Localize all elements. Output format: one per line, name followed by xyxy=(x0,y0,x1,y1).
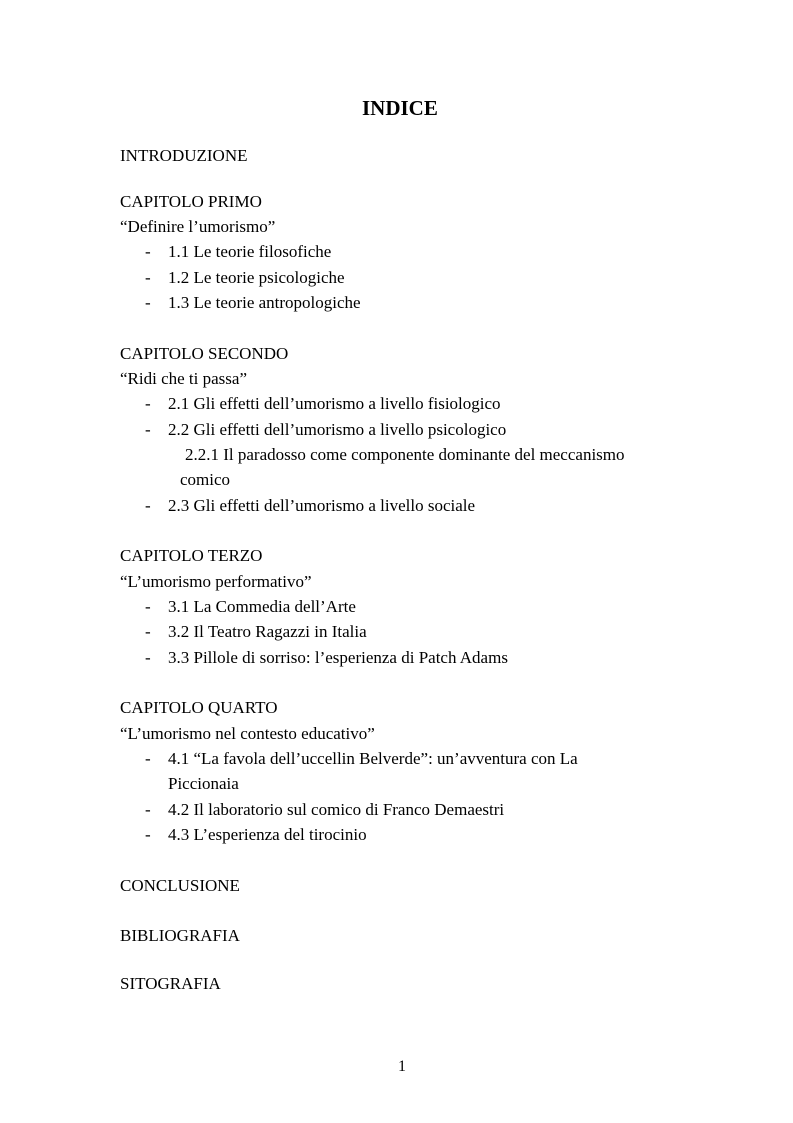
toc-item-3-2: 3.2 Il Teatro Ragazzi in Italia xyxy=(168,622,367,641)
chapter-2-heading: CAPITOLO SECONDO xyxy=(120,344,289,363)
page-title: INDICE xyxy=(362,96,438,120)
toc-conclusione: CONCLUSIONE xyxy=(120,876,240,895)
chapter-3-heading: CAPITOLO TERZO xyxy=(120,546,263,565)
list-dash: - xyxy=(145,268,151,287)
list-dash: - xyxy=(145,496,151,515)
toc-bibliografia: BIBLIOGRAFIA xyxy=(120,926,240,945)
list-dash: - xyxy=(145,242,151,261)
list-dash: - xyxy=(145,394,151,413)
list-dash: - xyxy=(145,420,151,439)
toc-sitografia: SITOGRAFIA xyxy=(120,974,221,993)
chapter-4-subtitle: “L’umorismo nel contesto educativo” xyxy=(120,724,375,743)
toc-introduzione: INTRODUZIONE xyxy=(120,146,248,165)
list-dash: - xyxy=(145,749,151,768)
list-dash: - xyxy=(145,622,151,641)
list-dash: - xyxy=(145,648,151,667)
toc-item-4-1-cont: Piccionaia xyxy=(168,774,239,793)
toc-item-1-1: 1.1 Le teorie filosofiche xyxy=(168,242,332,261)
list-dash: - xyxy=(145,825,151,844)
toc-item-2-3: 2.3 Gli effetti dell’umorismo a livello sociale xyxy=(168,496,476,515)
chapter-3-subtitle: “L’umorismo performativo” xyxy=(120,572,312,591)
toc-item-3-3: 3.3 Pillole di sorriso: l’esperienza di Patch Adams xyxy=(168,648,508,667)
toc-item-4-2: 4.2 Il laboratorio sul comico di Franco Demaestri xyxy=(168,800,505,819)
toc-item-2-1: 2.1 Gli effetti dell’umorismo a livello fisiologico xyxy=(168,394,501,413)
toc-item-3-1: 3.1 La Commedia dell’Arte xyxy=(168,597,356,616)
page-number: 1 xyxy=(398,1058,406,1075)
toc-item-2-2-1: 2.2.1 Il paradosso come componente dominante del meccanismo xyxy=(185,445,625,464)
chapter-1-subtitle: “Definire l’umorismo” xyxy=(120,217,276,236)
toc-item-4-1: 4.1 “La favola dell’uccellin Belverde”: un’avventura con La xyxy=(168,749,578,768)
list-dash: - xyxy=(145,597,151,616)
chapter-2-subtitle: “Ridi che ti passa” xyxy=(120,369,247,388)
chapter-4-heading: CAPITOLO QUARTO xyxy=(120,698,278,717)
toc-item-1-3: 1.3 Le teorie antropologiche xyxy=(168,293,361,312)
list-dash: - xyxy=(145,800,151,819)
toc-item-2-2: 2.2 Gli effetti dell’umorismo a livello psicologico xyxy=(168,420,507,439)
toc-item-2-2-1-cont: comico xyxy=(180,470,231,489)
chapter-1-heading: CAPITOLO PRIMO xyxy=(120,192,262,211)
toc-item-1-2: 1.2 Le teorie psicologiche xyxy=(168,268,345,287)
toc-item-4-3: 4.3 L’esperienza del tirocinio xyxy=(168,825,367,844)
list-dash: - xyxy=(145,293,151,312)
